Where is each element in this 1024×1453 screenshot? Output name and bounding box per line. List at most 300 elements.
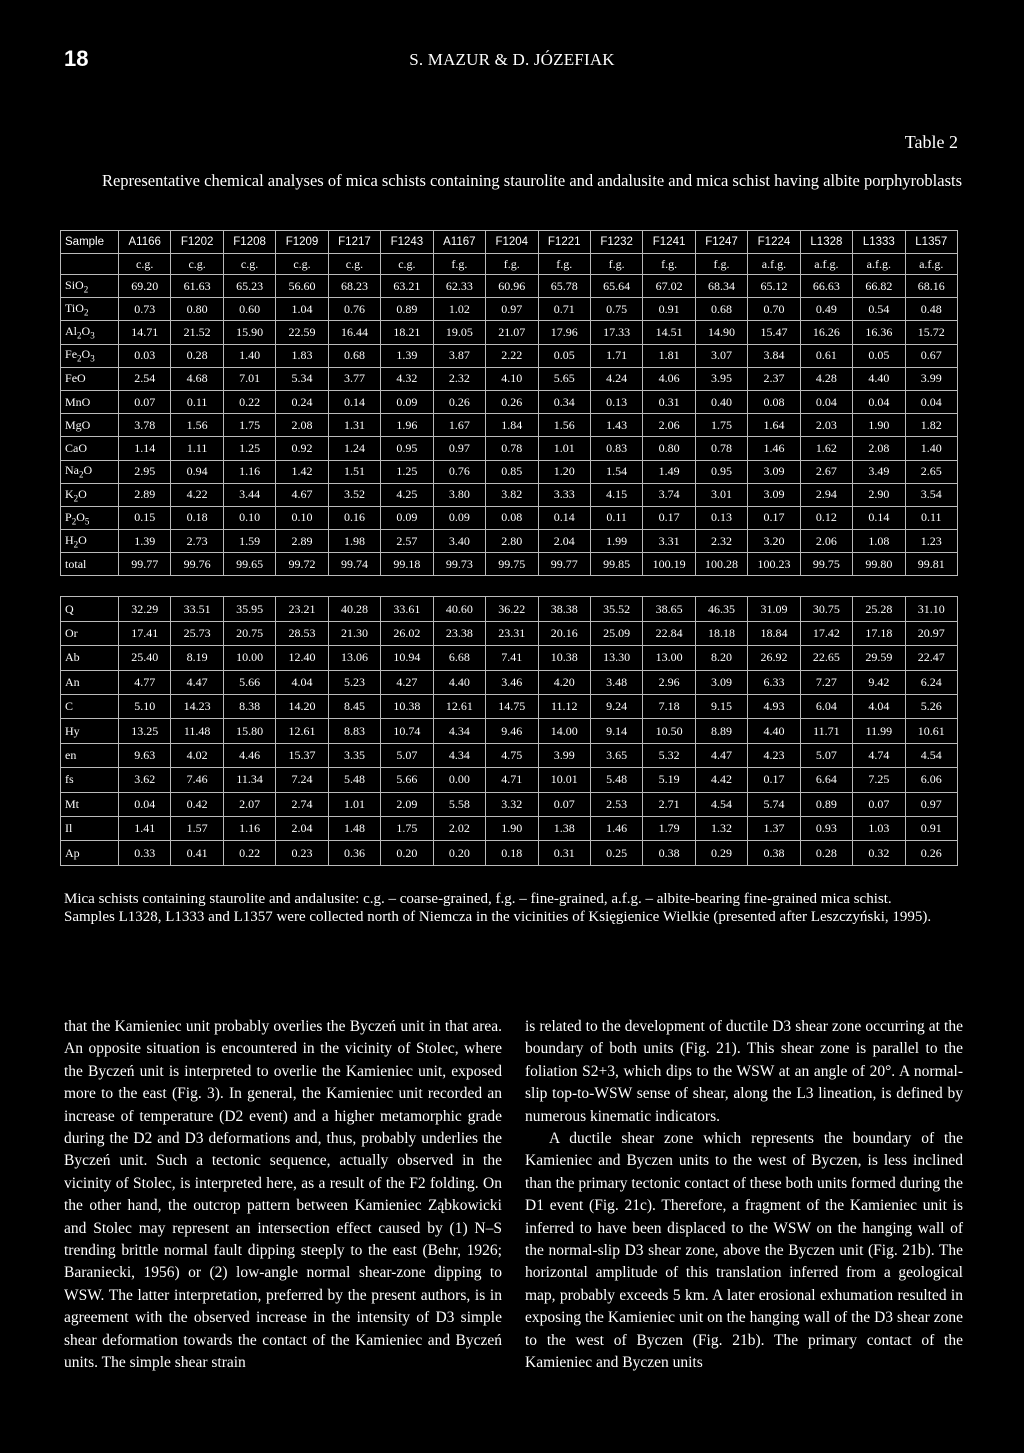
value-cell: 22.84 (643, 621, 695, 645)
value-cell: 9.42 (853, 670, 905, 694)
value-cell: 0.20 (433, 841, 485, 865)
value-cell: 17.96 (538, 321, 590, 344)
value-cell: 33.61 (381, 597, 433, 621)
value-cell: 2.71 (643, 792, 695, 816)
value-cell: 4.34 (433, 743, 485, 767)
value-cell: 10.01 (538, 768, 590, 792)
value-cell: 17.41 (119, 621, 171, 645)
value-cell: 0.11 (590, 506, 642, 529)
value-cell: 9.14 (590, 719, 642, 743)
value-cell: 18.21 (381, 321, 433, 344)
value-cell: 1.99 (590, 530, 642, 553)
value-cell: 1.14 (119, 437, 171, 460)
value-cell: 1.54 (590, 460, 642, 483)
row-label: Il (61, 816, 119, 840)
value-cell: 3.07 (695, 344, 747, 367)
value-cell: 21.07 (486, 321, 538, 344)
value-cell: 8.83 (328, 719, 380, 743)
value-cell: 99.76 (171, 553, 223, 576)
value-cell: 0.40 (695, 390, 747, 413)
grain-size-cell: f.g. (590, 254, 642, 275)
value-cell: 65.23 (223, 275, 275, 298)
table-row (61, 792, 958, 816)
value-cell: 4.25 (381, 483, 433, 506)
value-cell: 61.63 (171, 275, 223, 298)
table-row (61, 646, 958, 670)
value-cell: 2.96 (643, 670, 695, 694)
value-cell: 0.05 (538, 344, 590, 367)
value-cell: 28.53 (276, 621, 328, 645)
table-row (61, 719, 958, 743)
value-cell: 1.46 (590, 816, 642, 840)
value-cell: 7.27 (800, 670, 852, 694)
sample-id-cell: F1232 (590, 231, 642, 254)
value-cell: 100.19 (643, 553, 695, 576)
value-cell: 0.60 (223, 298, 275, 321)
value-cell: 1.51 (328, 460, 380, 483)
value-cell: 6.68 (433, 646, 485, 670)
value-cell: 99.77 (538, 553, 590, 576)
value-cell: 1.39 (381, 344, 433, 367)
value-cell: 99.85 (590, 553, 642, 576)
value-cell: 10.00 (223, 646, 275, 670)
value-cell: 35.95 (223, 597, 275, 621)
value-cell: 0.08 (748, 390, 800, 413)
value-cell: 0.93 (800, 816, 852, 840)
value-cell: 40.60 (433, 597, 485, 621)
right-column (525, 1016, 963, 1375)
sample-id-cell: F1217 (328, 231, 380, 254)
value-cell: 0.91 (643, 298, 695, 321)
value-cell: 0.09 (381, 390, 433, 413)
value-cell: 5.32 (643, 743, 695, 767)
value-cell: 2.08 (853, 437, 905, 460)
value-cell: 2.06 (800, 530, 852, 553)
row-label: FeO (61, 367, 119, 390)
corner-label: Sample (61, 231, 119, 254)
value-cell: 0.15 (119, 506, 171, 529)
value-cell: 1.57 (171, 816, 223, 840)
value-cell: 10.61 (905, 719, 957, 743)
value-cell: 4.93 (748, 695, 800, 719)
value-cell: 1.25 (223, 437, 275, 460)
value-cell: 0.73 (119, 298, 171, 321)
value-cell: 17.42 (800, 621, 852, 645)
value-cell: 67.02 (643, 275, 695, 298)
value-cell: 100.28 (695, 553, 747, 576)
value-cell: 15.80 (223, 719, 275, 743)
table-gap (61, 576, 958, 597)
value-cell: 8.20 (695, 646, 747, 670)
body-paragraph: is related to the development of ductile D3 shear zone occurring at the boundary of both units (Fig. 21). This shear zone is parallel to the foliation S2+3, which dips to the WSW at an angle of 20°. A normal-slip top-to-WSW sense of shear, along the L3 lineation, is defined by numerous kinematic indicators. (525, 1018, 963, 1125)
value-cell: 3.44 (223, 483, 275, 506)
value-cell: 29.59 (853, 646, 905, 670)
value-cell: 0.07 (119, 390, 171, 413)
value-cell: 0.11 (171, 390, 223, 413)
value-cell: 7.46 (171, 768, 223, 792)
value-cell: 1.32 (695, 816, 747, 840)
value-cell: 0.92 (276, 437, 328, 460)
value-cell: 0.80 (643, 437, 695, 460)
value-cell: 6.04 (800, 695, 852, 719)
value-cell: 5.66 (223, 670, 275, 694)
value-cell: 65.78 (538, 275, 590, 298)
value-cell: 6.24 (905, 670, 957, 694)
value-cell: 0.31 (538, 841, 590, 865)
value-cell: 0.20 (381, 841, 433, 865)
value-cell: 2.37 (748, 367, 800, 390)
value-cell: 5.19 (643, 768, 695, 792)
value-cell: 0.25 (590, 841, 642, 865)
row-label: MgO (61, 414, 119, 437)
value-cell: 0.61 (800, 344, 852, 367)
value-cell: 12.61 (433, 695, 485, 719)
value-cell: 0.26 (433, 390, 485, 413)
value-cell: 3.32 (486, 792, 538, 816)
value-cell: 25.40 (119, 646, 171, 670)
value-cell: 2.53 (590, 792, 642, 816)
value-cell: 1.84 (486, 414, 538, 437)
table-row (61, 841, 958, 865)
value-cell: 35.52 (590, 597, 642, 621)
value-cell: 21.30 (328, 621, 380, 645)
value-cell: 69.20 (119, 275, 171, 298)
value-cell: 0.18 (486, 841, 538, 865)
value-cell: 10.94 (381, 646, 433, 670)
value-cell: 0.16 (328, 506, 380, 529)
row-label: Or (61, 621, 119, 645)
norm-rows (61, 597, 958, 865)
value-cell: 14.00 (538, 719, 590, 743)
value-cell: 1.43 (590, 414, 642, 437)
value-cell: 0.10 (276, 506, 328, 529)
value-cell: 0.97 (433, 437, 485, 460)
value-cell: 0.04 (905, 390, 957, 413)
value-cell: 4.68 (171, 367, 223, 390)
value-cell: 0.89 (800, 792, 852, 816)
value-cell: 17.18 (853, 621, 905, 645)
value-cell: 0.28 (171, 344, 223, 367)
value-cell: 63.21 (381, 275, 433, 298)
sample-id-cell: F1247 (695, 231, 747, 254)
value-cell: 7.25 (853, 768, 905, 792)
value-cell: 0.68 (695, 298, 747, 321)
value-cell: 4.77 (119, 670, 171, 694)
value-cell: 0.08 (486, 506, 538, 529)
value-cell: 68.34 (695, 275, 747, 298)
value-cell: 11.12 (538, 695, 590, 719)
value-cell: 4.40 (853, 367, 905, 390)
value-cell: 4.27 (381, 670, 433, 694)
value-cell: 1.67 (433, 414, 485, 437)
value-cell: 3.09 (748, 483, 800, 506)
value-cell: 1.16 (223, 460, 275, 483)
value-cell: 26.92 (748, 646, 800, 670)
row-label: SiO$_2$ (61, 275, 119, 298)
value-cell: 0.14 (853, 506, 905, 529)
value-cell: 3.84 (748, 344, 800, 367)
table-row (61, 695, 958, 719)
value-cell: 4.54 (905, 743, 957, 767)
value-cell: 2.32 (433, 367, 485, 390)
spacer-row (61, 576, 958, 597)
page-header (64, 46, 960, 76)
value-cell: 15.90 (223, 321, 275, 344)
value-cell: 4.40 (748, 719, 800, 743)
value-cell: 0.68 (328, 344, 380, 367)
value-cell: 66.63 (800, 275, 852, 298)
value-cell: 23.21 (276, 597, 328, 621)
value-cell: 31.09 (748, 597, 800, 621)
value-cell: 38.38 (538, 597, 590, 621)
value-cell: 1.75 (695, 414, 747, 437)
value-cell: 0.97 (486, 298, 538, 321)
value-cell: 8.45 (328, 695, 380, 719)
value-cell: 0.04 (119, 792, 171, 816)
note-line-2: Samples L1328, L1333 and L1357 were collected north of Niemcza in the vicinities of Księgienice Wielkie (presented after Leszczyński, 1995). (64, 909, 932, 925)
value-cell: 2.94 (800, 483, 852, 506)
value-cell: 1.37 (748, 816, 800, 840)
value-cell: 10.50 (643, 719, 695, 743)
value-cell: 25.09 (590, 621, 642, 645)
value-cell: 99.74 (328, 553, 380, 576)
row-label: $Al_2O_3$ (61, 321, 119, 344)
value-cell: 4.74 (853, 743, 905, 767)
value-cell: 5.48 (328, 768, 380, 792)
sample-id-cell: F1202 (171, 231, 223, 254)
value-cell: 8.89 (695, 719, 747, 743)
row-label: CaO (61, 437, 119, 460)
table-row (61, 437, 958, 460)
value-cell: 99.75 (800, 553, 852, 576)
value-cell: 1.24 (328, 437, 380, 460)
value-cell: 9.24 (590, 695, 642, 719)
value-cell: 3.78 (119, 414, 171, 437)
value-cell: 1.20 (538, 460, 590, 483)
row-label: Ap (61, 841, 119, 865)
table-row (61, 743, 958, 767)
value-cell: 20.16 (538, 621, 590, 645)
value-cell: 7.18 (643, 695, 695, 719)
value-cell: 3.40 (433, 530, 485, 553)
value-cell: 65.12 (748, 275, 800, 298)
value-cell: 10.38 (538, 646, 590, 670)
value-cell: 40.28 (328, 597, 380, 621)
value-cell: 0.13 (590, 390, 642, 413)
sample-id-cell: F1209 (276, 231, 328, 254)
value-cell: 1.04 (276, 298, 328, 321)
left-column (64, 1016, 502, 1375)
value-cell: 1.38 (538, 816, 590, 840)
value-cell: 31.10 (905, 597, 957, 621)
value-cell: 6.64 (800, 768, 852, 792)
row-label: Mt (61, 792, 119, 816)
sample-id-cell: L1333 (853, 231, 905, 254)
table-label: Table 2 (904, 132, 958, 152)
value-cell: 4.04 (276, 670, 328, 694)
value-cell: 0.12 (800, 506, 852, 529)
value-cell: 0.38 (748, 841, 800, 865)
grain-size-cell: c.g. (223, 254, 275, 275)
value-cell: 4.10 (486, 367, 538, 390)
value-cell: 9.63 (119, 743, 171, 767)
value-cell: 4.22 (171, 483, 223, 506)
value-cell: 20.75 (223, 621, 275, 645)
row-label: fs (61, 768, 119, 792)
sample-id-cell: L1357 (905, 231, 957, 254)
value-cell: 0.48 (905, 298, 957, 321)
value-cell: 2.65 (905, 460, 957, 483)
value-cell: 5.65 (538, 367, 590, 390)
value-cell: 20.97 (905, 621, 957, 645)
value-cell: 0.41 (171, 841, 223, 865)
value-cell: 4.28 (800, 367, 852, 390)
row-label: $H_2O$ (61, 530, 119, 553)
value-cell: 1.41 (119, 816, 171, 840)
value-cell: 1.98 (328, 530, 380, 553)
value-cell: 11.34 (223, 768, 275, 792)
value-cell: 2.89 (276, 530, 328, 553)
value-cell: 4.54 (695, 792, 747, 816)
value-cell: 0.18 (171, 506, 223, 529)
table-notes (64, 890, 964, 926)
value-cell: 0.80 (171, 298, 223, 321)
value-cell: 5.26 (905, 695, 957, 719)
table-row (61, 621, 958, 645)
value-cell: 9.46 (486, 719, 538, 743)
table-row (61, 768, 958, 792)
value-cell: 0.71 (538, 298, 590, 321)
value-cell: 7.41 (486, 646, 538, 670)
value-cell: 2.07 (223, 792, 275, 816)
value-cell: 1.31 (328, 414, 380, 437)
value-cell: 0.32 (853, 841, 905, 865)
grain-size-cell: a.f.g. (748, 254, 800, 275)
running-head: S. MAZUR & D. JÓZEFIAK (409, 50, 615, 69)
value-cell: 14.71 (119, 321, 171, 344)
value-cell: 13.00 (643, 646, 695, 670)
value-cell: 2.04 (276, 816, 328, 840)
value-cell: 7.01 (223, 367, 275, 390)
value-cell: 3.77 (328, 367, 380, 390)
value-cell: 11.71 (800, 719, 852, 743)
value-cell: 99.77 (119, 553, 171, 576)
value-cell: 0.91 (905, 816, 957, 840)
value-cell: 1.39 (119, 530, 171, 553)
table-caption: Representative chemical analyses of mica schists containing staurolite and andalusite and mica schist having albite porphyroblasts (101, 171, 963, 190)
value-cell: 36.22 (486, 597, 538, 621)
value-cell: 16.44 (328, 321, 380, 344)
value-cell: 1.01 (538, 437, 590, 460)
value-cell: 33.51 (171, 597, 223, 621)
value-cell: 4.46 (223, 743, 275, 767)
value-cell: 10.74 (381, 719, 433, 743)
value-cell: 2.02 (433, 816, 485, 840)
value-cell: 5.66 (381, 768, 433, 792)
value-cell: 4.23 (748, 743, 800, 767)
value-cell: 99.72 (276, 553, 328, 576)
value-cell: 10.38 (381, 695, 433, 719)
row-label: An (61, 670, 119, 694)
value-cell: 0.70 (748, 298, 800, 321)
value-cell: 1.48 (328, 816, 380, 840)
table-row (61, 506, 958, 529)
note-line-1: Mica schists containing staurolite and andalusite: c.g. – coarse-grained, f.g. – fine-grained, a.f.g. – albite-bearing fine-grained mica schist. (64, 891, 892, 907)
value-cell: 4.04 (853, 695, 905, 719)
grain-size-cell: f.g. (695, 254, 747, 275)
value-cell: 0.67 (905, 344, 957, 367)
table-row (61, 321, 958, 344)
sample-id-cell: F1208 (223, 231, 275, 254)
value-cell: 0.09 (433, 506, 485, 529)
value-cell: 3.09 (695, 670, 747, 694)
value-cell: 1.90 (853, 414, 905, 437)
value-cell: 4.71 (486, 768, 538, 792)
value-cell: 18.84 (748, 621, 800, 645)
grain-size-cell: c.g. (381, 254, 433, 275)
value-cell: 17.33 (590, 321, 642, 344)
sample-id-cell: F1204 (486, 231, 538, 254)
row-label: $Fe_2O_3$ (61, 344, 119, 367)
value-cell: 1.83 (276, 344, 328, 367)
value-cell: 9.15 (695, 695, 747, 719)
value-cell: 0.75 (590, 298, 642, 321)
table-row (61, 597, 958, 621)
value-cell: 8.19 (171, 646, 223, 670)
value-cell: 3.49 (853, 460, 905, 483)
value-cell: 1.81 (643, 344, 695, 367)
value-cell: 0.14 (328, 390, 380, 413)
value-cell: 15.72 (905, 321, 957, 344)
value-cell: 12.61 (276, 719, 328, 743)
value-cell: 3.31 (643, 530, 695, 553)
value-cell: 0.89 (381, 298, 433, 321)
value-cell: 1.71 (590, 344, 642, 367)
value-cell: 19.05 (433, 321, 485, 344)
grain-size-cell: a.f.g. (853, 254, 905, 275)
value-cell: 0.95 (695, 460, 747, 483)
value-cell: 22.65 (800, 646, 852, 670)
value-cell: 15.47 (748, 321, 800, 344)
chemical-analysis-table (60, 230, 958, 866)
value-cell: 1.01 (328, 792, 380, 816)
value-cell: 26.02 (381, 621, 433, 645)
value-cell: 14.90 (695, 321, 747, 344)
value-cell: 1.62 (800, 437, 852, 460)
value-cell: 0.29 (695, 841, 747, 865)
value-cell: 13.30 (590, 646, 642, 670)
value-cell: 4.15 (590, 483, 642, 506)
value-cell: 0.76 (433, 460, 485, 483)
table-row (61, 298, 958, 321)
value-cell: 1.11 (171, 437, 223, 460)
value-cell: 30.75 (800, 597, 852, 621)
value-cell: 23.31 (486, 621, 538, 645)
value-cell: 99.81 (905, 553, 957, 576)
value-cell: 0.34 (538, 390, 590, 413)
value-cell: 0.78 (695, 437, 747, 460)
value-cell: 0.00 (433, 768, 485, 792)
value-cell: 23.38 (433, 621, 485, 645)
table-row (61, 367, 958, 390)
value-cell: 0.13 (695, 506, 747, 529)
value-cell: 3.65 (590, 743, 642, 767)
value-cell: 32.29 (119, 597, 171, 621)
value-cell: 11.99 (853, 719, 905, 743)
value-cell: 1.23 (905, 530, 957, 553)
table-row (61, 390, 958, 413)
value-cell: 2.80 (486, 530, 538, 553)
